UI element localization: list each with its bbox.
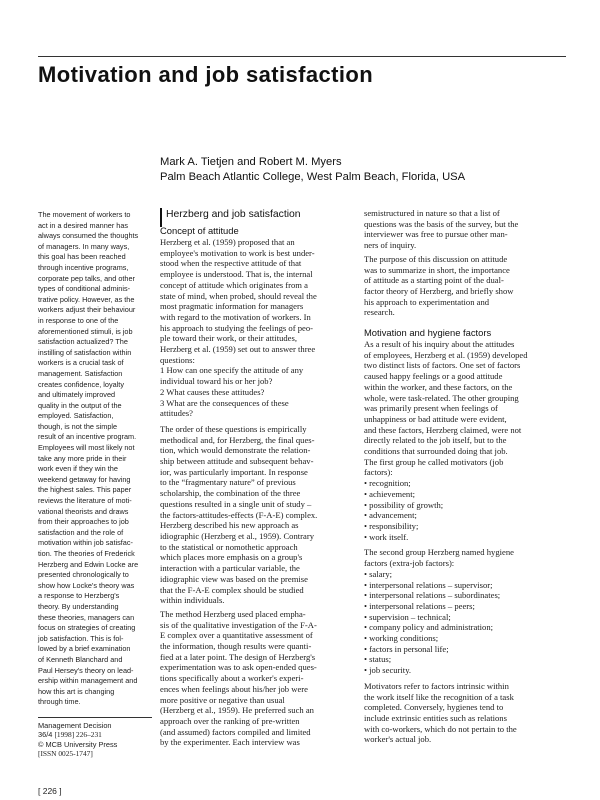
text-line: employee is understood. That is, the internal xyxy=(160,269,313,280)
paragraph-semistructured xyxy=(364,208,560,251)
paragraph-second-group xyxy=(364,547,560,568)
text-line: idiographic view was based on the premise xyxy=(160,573,308,584)
text-line: was to summarize in short, the importance xyxy=(364,264,510,275)
abstract-line: theory. By understanding xyxy=(38,601,119,611)
motivator-item: • advancement; xyxy=(364,510,417,521)
text-line: (and assumed) factors compiled and limited xyxy=(160,726,311,737)
text-line: E complex over a quantitative assessment of xyxy=(160,630,313,641)
abstract-line: trative policy. However, as the xyxy=(38,294,135,304)
text-line: methodical and, for Herzberg, the final ques- xyxy=(160,434,315,445)
abstract-line: types of conditional adminis- xyxy=(38,284,131,294)
text-line: interviewer was free to pursue other man- xyxy=(364,229,508,240)
body-column-1 xyxy=(160,208,356,748)
text-line: questions: xyxy=(160,354,195,365)
abstract-line: Employees will most likely not xyxy=(38,443,135,453)
page-number: [ 226 ] xyxy=(38,786,62,796)
text-line: Herzberg et al. (1959) set out to answer three xyxy=(160,344,316,355)
paragraph-order-of-questions xyxy=(160,424,356,606)
text-line: by the experimenter. Each interview was xyxy=(160,737,300,748)
author-names: Mark A. Tietjen and Robert M. Myers xyxy=(160,156,342,168)
text-line: ences when feelings about his/her job were xyxy=(160,683,308,694)
question-line: attitudes? xyxy=(160,408,193,419)
text-line: his approach to experimentation and xyxy=(364,296,490,307)
text-line: questions was the basis of the survey, but the xyxy=(364,218,519,229)
abstract-line: motivation within job satisfac- xyxy=(38,538,133,548)
text-line: concept of attitude which originates from a xyxy=(160,279,308,290)
paragraph-motivators-refer xyxy=(364,681,560,745)
subheading-concept-of-attitude: Concept of attitude xyxy=(160,225,239,236)
text-line: the factors-attitudes-effects (F-A-E) complex. xyxy=(160,509,318,520)
text-line: state of mind, when probed, should reveal the xyxy=(160,290,317,301)
text-line: with co-workers, which do not pertain to the xyxy=(364,723,517,734)
hygiene-item: • factors in personal life; xyxy=(364,643,449,654)
text-line: interaction with a particular variable, the xyxy=(160,563,300,574)
abstract-line: employed. Satisfaction, xyxy=(38,411,114,421)
abstract-line: through incentive programs, xyxy=(38,262,129,272)
paragraph-method xyxy=(160,609,356,748)
text-line: tion, which would demonstrate the relation- xyxy=(160,445,311,456)
text-line: to the statistical or nomothetic approach xyxy=(160,541,298,552)
text-line: questions resulted in a single unit of study – xyxy=(160,498,312,509)
abstract-line: of Kenneth Blanchard and xyxy=(38,654,123,664)
motivators-list xyxy=(364,478,560,542)
hygiene-list xyxy=(364,569,560,676)
text-line: and these factors, Herzberg claimed, were not xyxy=(364,424,522,435)
subheading-motivation-hygiene: Motivation and hygiene factors xyxy=(364,327,492,339)
abstract-line: act in a desired manner has xyxy=(38,220,129,230)
text-line: research. xyxy=(364,307,395,318)
abstract-line: workers adjust their behaviour xyxy=(38,305,136,315)
question-line: individual toward his or her job? xyxy=(160,376,273,387)
text-line: The second group Herzberg named hygiene xyxy=(364,547,514,558)
hygiene-item: • company policy and administration; xyxy=(364,622,494,633)
abstract-line: result of an incentive program. xyxy=(38,432,137,442)
text-line: directly related to the job itself, but to the xyxy=(364,435,507,446)
body-column-2 xyxy=(364,208,560,745)
abstract-line: quality in the output of the xyxy=(38,400,122,410)
hygiene-item: • supervision – technical; xyxy=(364,611,451,622)
text-line: include extrinsic entities such as relations xyxy=(364,712,507,723)
abstract-line: the highest sales. This paper xyxy=(38,485,132,495)
hygiene-item: • interpersonal relations – peers; xyxy=(364,600,475,611)
abstract-line: satisfaction actualized? The xyxy=(38,337,128,347)
journal-volume-line xyxy=(38,730,152,739)
text-line: more positive or negative than usual xyxy=(160,694,285,705)
abstract-line: Paul Hersey's theory on lead- xyxy=(38,665,134,675)
text-line: whole, were task-related. The other grouping xyxy=(364,392,519,403)
text-line: approach over the ranking of pre-written xyxy=(160,715,300,726)
abstract-line: weekend getaway for having xyxy=(38,474,131,484)
text-line: completed. Conversely, hygienes tend to xyxy=(364,702,504,713)
text-line: was primarily present when feelings of xyxy=(364,403,498,414)
text-line: fied at a later point. The design of Herzberg's xyxy=(160,651,316,662)
journal-rule xyxy=(38,717,152,718)
text-line: As a result of his inquiry about the attitudes xyxy=(364,339,515,350)
abstract-line: work even if they win the xyxy=(38,464,118,474)
text-line: semistructured in nature so that a list of xyxy=(364,208,500,218)
text-line: conditions that surrounded doing that job. xyxy=(364,446,508,457)
paragraph-inquiry xyxy=(364,339,560,478)
text-line: ship between attitude and subsequent behav- xyxy=(160,456,314,467)
hygiene-item: • status; xyxy=(364,654,392,665)
journal-year-pages: [1998] 226–231 xyxy=(54,730,102,740)
journal-name: Management Decision xyxy=(38,721,112,730)
text-line: experimentation was to ask open-ended ques- xyxy=(160,662,317,673)
text-line: stood when the respective attitude of that xyxy=(160,258,302,269)
text-line: factors (extra-job factors): xyxy=(364,558,455,569)
abstract-line: show how Locke's theory was xyxy=(38,580,135,590)
text-line: that the F-A-E complex should be studied xyxy=(160,584,304,595)
top-rule xyxy=(38,56,566,57)
text-line: most pragmatic information for managers xyxy=(160,301,304,312)
journal-volume: 36/4 xyxy=(38,730,53,740)
abstract-line: lowed by a brief examination xyxy=(38,644,131,654)
abstract-line: through time. xyxy=(38,697,81,707)
text-line: scholarship, the combination of the three xyxy=(160,488,301,499)
abstract-line: aforementioned stimuli, is job xyxy=(38,326,133,336)
text-line: with regard to the motivation of workers. In xyxy=(160,311,311,322)
text-line: ior, was particularly important. In response xyxy=(160,466,308,477)
abstract-line: tion. The theories of Frederick xyxy=(38,549,135,558)
text-line: his approach to studying the feelings of peo- xyxy=(160,322,313,333)
hygiene-item: • job security. xyxy=(364,665,412,676)
abstract-line: creates confidence, loyalty xyxy=(38,379,124,389)
paragraph-purpose xyxy=(364,254,560,318)
text-line: Herzberg et al. (1959) proposed that an xyxy=(160,237,295,247)
text-line: The first group he called motivators (job xyxy=(364,456,504,467)
question-line: 2 What causes these attitudes? xyxy=(160,386,265,397)
text-line: The method Herzberg used placed empha- xyxy=(160,608,306,619)
hygiene-item: • interpersonal relations – subordinates; xyxy=(364,590,501,601)
text-line: caused happy feelings or a good attitude xyxy=(364,371,503,382)
hygiene-item: • working conditions; xyxy=(364,633,439,644)
abstract-line: reviews the literature of moti- xyxy=(38,496,132,506)
paragraph-attitude xyxy=(160,237,356,365)
abstract-line: in response to one of the xyxy=(38,315,119,325)
text-line: Motivators refer to factors intrinsic within xyxy=(364,680,509,691)
journal-info xyxy=(38,717,152,759)
abstract-line: presented chronologically to xyxy=(38,570,129,580)
journal-issn: [ISSN 0025-1747] xyxy=(38,749,93,759)
text-line: factors): xyxy=(364,467,393,478)
motivator-item: • possibility of growth; xyxy=(364,499,444,510)
text-line: worker's actual job. xyxy=(364,734,432,745)
motivator-item: • responsibility; xyxy=(364,520,419,531)
abstract-sidebar xyxy=(38,210,152,708)
abstract-line: workers is a crucial task of xyxy=(38,358,124,368)
abstract-line: of managers. In many ways, xyxy=(38,241,130,251)
text-line: the work itself like the recognition of a task xyxy=(364,691,514,702)
text-line: within individuals. xyxy=(160,595,225,606)
text-line: ple toward their work, or their attitudes, xyxy=(160,333,297,344)
section-heading: Herzberg and job satisfaction xyxy=(166,209,301,220)
text-line: to the “fragmentary nature” of previous xyxy=(160,477,296,488)
text-line: of employees, Herzberg et al. (1959) developed xyxy=(364,349,528,360)
abstract-line: these theories, managers can xyxy=(38,612,135,622)
motivator-item: • work itself. xyxy=(364,531,409,542)
abstract-line: from their approaches to job xyxy=(38,517,129,527)
text-line: idiographic (Herzberg et al., 1959). Contrary xyxy=(160,530,314,541)
journal-publisher: © MCB University Press xyxy=(38,739,118,749)
abstract-line: and ultimately improved xyxy=(38,390,116,400)
questions-list xyxy=(160,365,356,419)
text-line: (Herzberg et al., 1959). He preferred such an xyxy=(160,705,314,716)
question-line: 1 How can one specify the attitude of any xyxy=(160,365,304,376)
text-line: The purpose of this discussion on attitude xyxy=(364,253,508,264)
author-block xyxy=(160,155,465,184)
text-line: The order of these questions is empirically xyxy=(160,423,307,434)
article-title: Motivation and job satisfaction xyxy=(38,62,374,87)
abstract-line: focus on strategies of creating xyxy=(38,623,136,633)
motivator-item: • achievement; xyxy=(364,488,415,499)
abstract-line: satisfaction and the role of xyxy=(38,527,124,537)
text-line: ners of inquiry. xyxy=(364,240,417,251)
text-line: two distinct lists of factors. One set of factors xyxy=(364,360,521,371)
abstract-line: always consumed the thoughts xyxy=(38,231,139,241)
text-line: sis of the qualitative investigation of the F-A- xyxy=(160,619,317,630)
abstract-line: this goal has been reached xyxy=(38,252,126,262)
abstract-line: how this art is changing xyxy=(38,686,115,696)
abstract-line: ership within management and xyxy=(38,676,138,686)
abstract-line: take any more pride in their xyxy=(38,453,127,463)
abstract-line: though, is not the simple xyxy=(38,421,118,431)
text-line: which places more emphasis on a group's xyxy=(160,552,303,563)
text-line: Herzberg described his new approach as xyxy=(160,520,299,531)
text-line: tions specifically about a worker's experi- xyxy=(160,673,304,684)
abstract-line: instilling of satisfaction within xyxy=(38,347,132,357)
abstract-line: a response to Herzberg's xyxy=(38,591,120,601)
abstract-line: The movement of workers to xyxy=(38,210,131,219)
text-line: employee's motivation to work is best under- xyxy=(160,247,315,258)
author-affiliation: Palm Beach Atlantic College, West Palm Beach, Florida, USA xyxy=(160,170,466,183)
abstract-line: Herzberg and Edwin Locke are xyxy=(38,559,139,569)
text-line: unhappiness or bad attitude were evident, xyxy=(364,413,507,424)
hygiene-item: • salary; xyxy=(364,568,393,579)
text-line: within the worker, and these factors, on the xyxy=(364,381,513,392)
text-line: of attitude as a starting point of the dual- xyxy=(364,275,504,286)
abstract-line: vational theorists and draws xyxy=(38,506,129,516)
hygiene-item: • interpersonal relations – supervisor; xyxy=(364,579,493,590)
text-line: the information, though results were quanti- xyxy=(160,641,312,652)
question-line: 3 What are the consequences of these xyxy=(160,397,289,408)
abstract-line: job satisfaction. This is fol- xyxy=(38,633,124,643)
abstract-line: corporate pep talks, and other xyxy=(38,273,135,283)
text-line: factor theory of Herzberg, and briefly show xyxy=(364,285,514,296)
motivator-item: • recognition; xyxy=(364,478,411,489)
abstract-line: management. Satisfaction xyxy=(38,368,123,378)
